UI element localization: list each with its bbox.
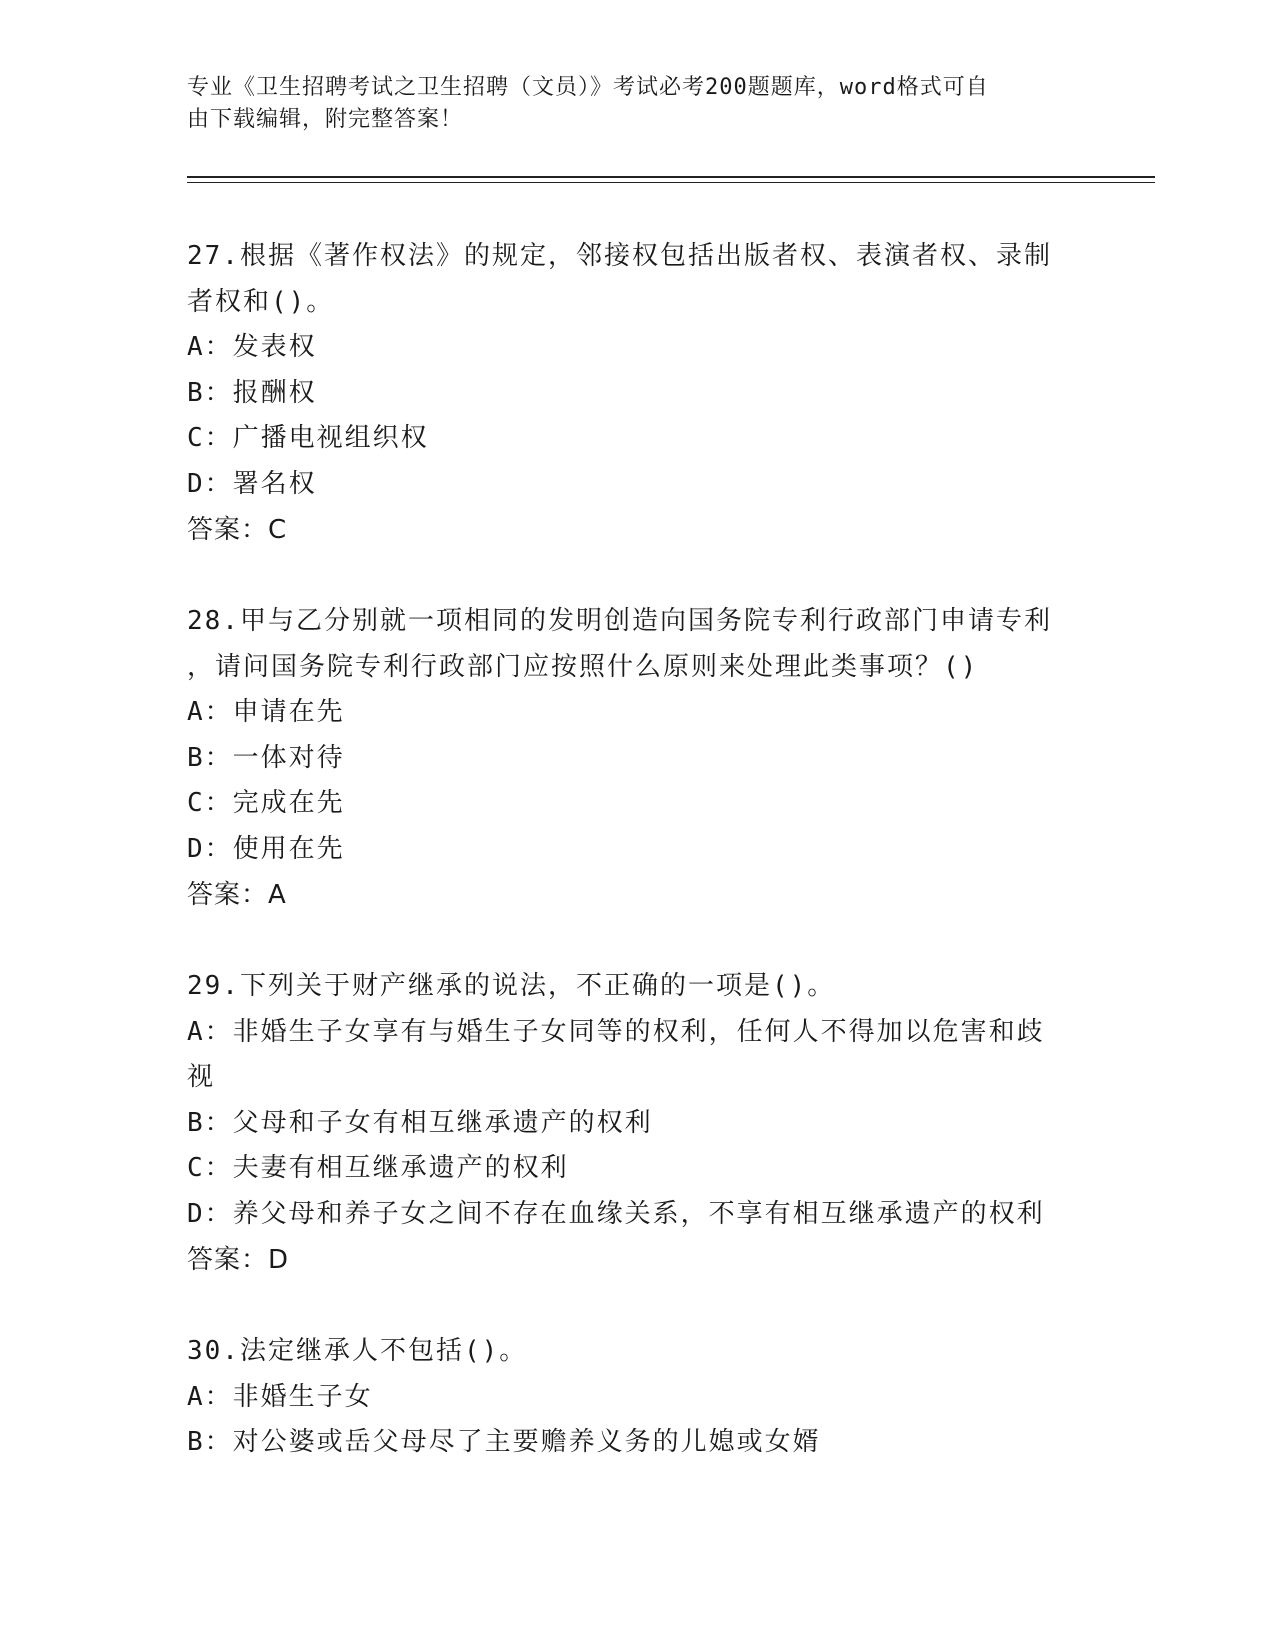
header-line-1: 专业《卫生招聘考试之卫生招聘（文员）》考试必考200题题库，word格式可自 xyxy=(187,75,989,100)
question-stem: ，请问国务院专利行政部门应按照什么原则来处理此类事项？() xyxy=(187,651,979,682)
option-c: C：完成在先 xyxy=(187,788,345,818)
option-c: C：夫妻有相互继承遗产的权利 xyxy=(187,1153,569,1183)
header-rule-thin xyxy=(187,182,1155,183)
option-b: B：对公婆或岳父母尽了主要赡养义务的儿媳或女婿 xyxy=(187,1427,821,1457)
question-28 xyxy=(187,599,1087,918)
option-c: C：广播电视组织权 xyxy=(187,423,429,453)
answer-label: 答案：A xyxy=(187,880,287,910)
option-d: D：使用在先 xyxy=(187,833,345,864)
answer-label: 答案：C xyxy=(187,515,288,545)
option-d: D：养父母和养子女之间不存在血缘关系，不享有相互继承遗产的权利 xyxy=(187,1198,1045,1229)
option-a: A：非婚生子女 xyxy=(187,1381,373,1412)
option-a: A：非婚生子女享有与婚生子女同等的权利，任何人不得加以危害和歧 xyxy=(187,1016,1045,1047)
question-stem: 29.下列关于财产继承的说法，不正确的一项是()。 xyxy=(187,971,836,1001)
option-b: B：一体对待 xyxy=(187,742,345,773)
question-30 xyxy=(187,1329,1087,1466)
answer-label: 答案：D xyxy=(187,1245,290,1275)
header-rule-thick xyxy=(187,176,1155,178)
option-d: D：署名权 xyxy=(187,468,317,499)
question-27 xyxy=(187,234,1087,553)
question-list xyxy=(187,234,1087,1512)
question-stem: 27.根据《著作权法》的规定，邻接权包括出版者权、表演者权、录制 xyxy=(187,241,1052,271)
option-a: A：申请在先 xyxy=(187,697,345,727)
option-b: B：父母和子女有相互继承遗产的权利 xyxy=(187,1107,653,1138)
question-stem: 者权和()。 xyxy=(187,286,335,317)
question-29 xyxy=(187,964,1087,1283)
option-a: A：发表权 xyxy=(187,332,317,362)
header-line-2: 由下载编辑，附完整答案！ xyxy=(187,107,464,132)
question-stem: 28.甲与乙分别就一项相同的发明创造向国务院专利行政部门申请专利 xyxy=(187,606,1052,636)
document-header xyxy=(187,72,1067,136)
question-stem: 30.法定继承人不包括()。 xyxy=(187,1336,528,1366)
option-b: B：报酬权 xyxy=(187,377,317,408)
option-a-continued: 视 xyxy=(187,1062,216,1092)
